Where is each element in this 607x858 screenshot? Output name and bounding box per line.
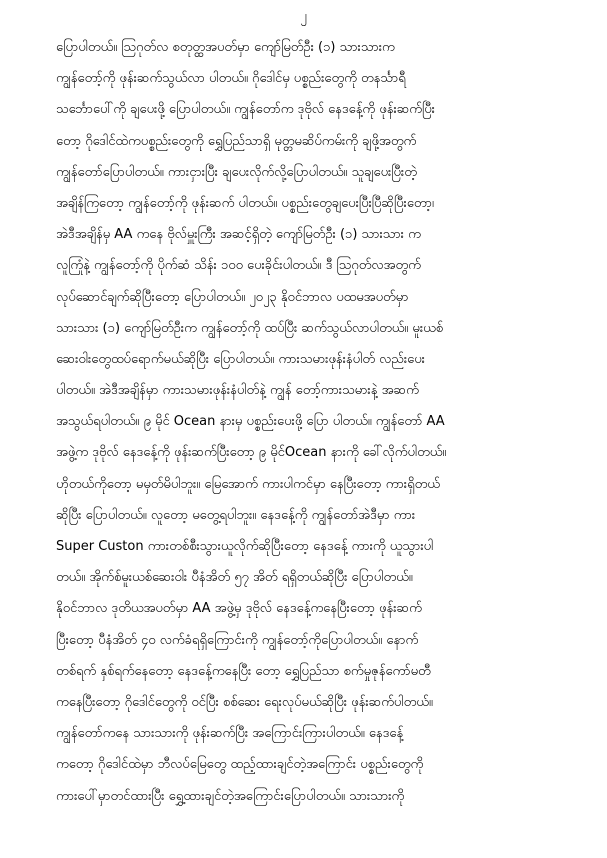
body-text [56,32,556,812]
text-line: ဟိုတယ်ကိုတော့ မမှတ်မိပါဘူး။ မြေအောက် ကားပါကင်မှာ နေပြီးတော့ ကားရှိတယ် [56,476,440,492]
text-line: အသွယ်ရပါတယ်။ ၉ မိုင် Ocean နားမှ ပစ္စည်းပေးဖို့ ပြော ပါတယ်။ ကျွန်တော် AA [56,414,445,430]
page-number: ၂ [300,9,307,24]
text-line: ကျွန်တော်ကနေ သားသားကို ဖုန်းဆက်ပြီး အကြောင်းကြားပါတယ်။ နေဒနေ့် [56,726,404,742]
text-line: သားသား (၁) ကျော်မြတ်ဦးက ကျွန်တော့်ကို ထပ်ပြီး ဆက်သွယ်လာပါတယ်။ မူးယစ် [56,320,444,336]
text-line: ကျွန်တော်ပြောပါတယ်။ ကားငှားပြီး ချပေးလိုက်လို့ပြောပါတယ်။ သူချပေးပြီးတဲ့ [56,164,417,180]
text-line: အချိန်ကြတော့ ကျွန်တော့်ကို ဖုန်းဆက် ပါတယ်။ ပစ္စည်းတွေချပေးပြီးပြီဆိုပြီးတော့၊ [56,195,434,211]
text-line: ကားပေါ်မှာတင်ထားပြီး ရွှေ့ထားချင်တဲ့အကြောင်းပြောပါတယ်။ သားသားကို [56,788,405,804]
text-line: အဖွဲ့က ဒုဗိုလ် နေဒနေ့်ကို ဖုန်းဆက်ပြီးတော့ ၉ မိုင်Ocean နားကို ခေါ်လိုက်ပါတယ်။ [56,445,447,461]
text-line: သင်္ဘောပေါ်ကို ချပေးဖို့ ပြောပါတယ်။ ကျွန်တော်က ဒုဗိုလ် နေဒနေ့်ကို ဖုန်းဆက်ပြီး [56,102,435,118]
text-line: တစ်ရက် နှစ်ရက်နေတော့ နေဒနေ့်ကနေပြီး တော့ ရွှေပြည်သာ စက်မှုဇုန်ကော်မတီ [56,663,431,679]
text-line: တော့ ဂိုဒေါင်ထဲကပစ္စည်းတွေကို ရွှေပြည်သာရှိ မုတ္တမဆိပ်ကမ်းကို ချဖို့အတွက် [56,133,417,149]
text-line: နိုဝင်ဘာလ ဒုတိယအပတ်မှာ AA အဖွဲ့မှ ဒုဗိုလ် နေဒနေ့်ကနေပြီးတော့ ဖုန်းဆက် [56,601,422,617]
text-line: ပါတယ်။ အဲဒီအချိန်မှာ ကားသမားဖုန်းနံပါတ်နဲ့ ကျွန် တော့်ကားသမားနဲ့ အဆက် [56,383,419,399]
text-line: ဆေးဝါးတွေထပ်ရောက်မယ်ဆိုပြီး ပြောပါတယ်။ ကားသမားဖုန်းနံပါတ် လည်းပေး [56,351,425,367]
text-line: ပြောပါတယ်။ ဩဂုတ်လ စတုတ္ထအပတ်မှာ ကျော်မြတ်ဦး (၁) သားသားက [56,40,395,55]
text-line: ဆိုပြီး ပြောပါတယ်။ လူတော့ မတွေ့ရပါဘူး။ နေဒနေ့်ကို ကျွန်တော်အဲဒီမှာ ကား [56,507,416,523]
text-line: အဲဒီအချိန်မှ AA ကနေ ဗိုလ်မှူးကြီး အဆင့်ရှိတဲ့ ကျော်မြတ်ဦး (၁) သားသား က [56,227,421,243]
text-line: တယ်။ အိုက်စ်မူးယစ်ဆေးဝါး ပီနံအိတ် ၅၇ အိတ် ရရှိတယ်ဆိုပြီး ပြောပါတယ်။ [56,570,413,586]
text-line: ကတော့ ဂိုဒေါင်ထဲမှာ ဘီလပ်မြေတွေ ထည့်ထားချင်တဲ့အကြောင်း ပစ္စည်းတွေကို [56,757,424,773]
text-line: ကျွန်တော့်ကို ဖုန်းဆက်သွယ်လာ ပါတယ်။ ဂိုဒေါင်မှ ပစ္စည်းတွေကို တနင်္သာရီ [56,71,406,87]
text-line: ပြီးတော့ ပီနံအိတ် ၄၀ လက်ခံရရှိကြောင်းကို ကျွန်တော့်ကိုပြောပါတယ်။ နောက် [56,632,419,648]
text-line: လုပ်ဆောင်ချက်ဆိုပြီးတော့ ပြောပါတယ်။ ၂၀၂၃ နိုဝင်ဘာလ ပထမအပတ်မှာ [56,289,409,305]
text-line: Super Custon ကားတစ်စီးသွားယူလိုက်ဆိုပြီးတော့ နေဒနေ့် ကားကို ယူသွားပါ [56,539,434,554]
text-line: လူကြုံနဲ့ ကျွန်တော့်ကို ပိုက်ဆံ သိန်း ၁၀၀ ပေးခိုင်းပါတယ်။ ဒီ ဩဂုတ်လအတွက် [56,258,421,274]
text-line: ကနေပြီးတော့ ဂိုဒေါင်တွေကို ဝင်ပြီး စစ်ဆေး ရေးလုပ်မယ်ဆိုပြီး ဖုန်းဆက်ပါတယ်။ [56,694,433,710]
